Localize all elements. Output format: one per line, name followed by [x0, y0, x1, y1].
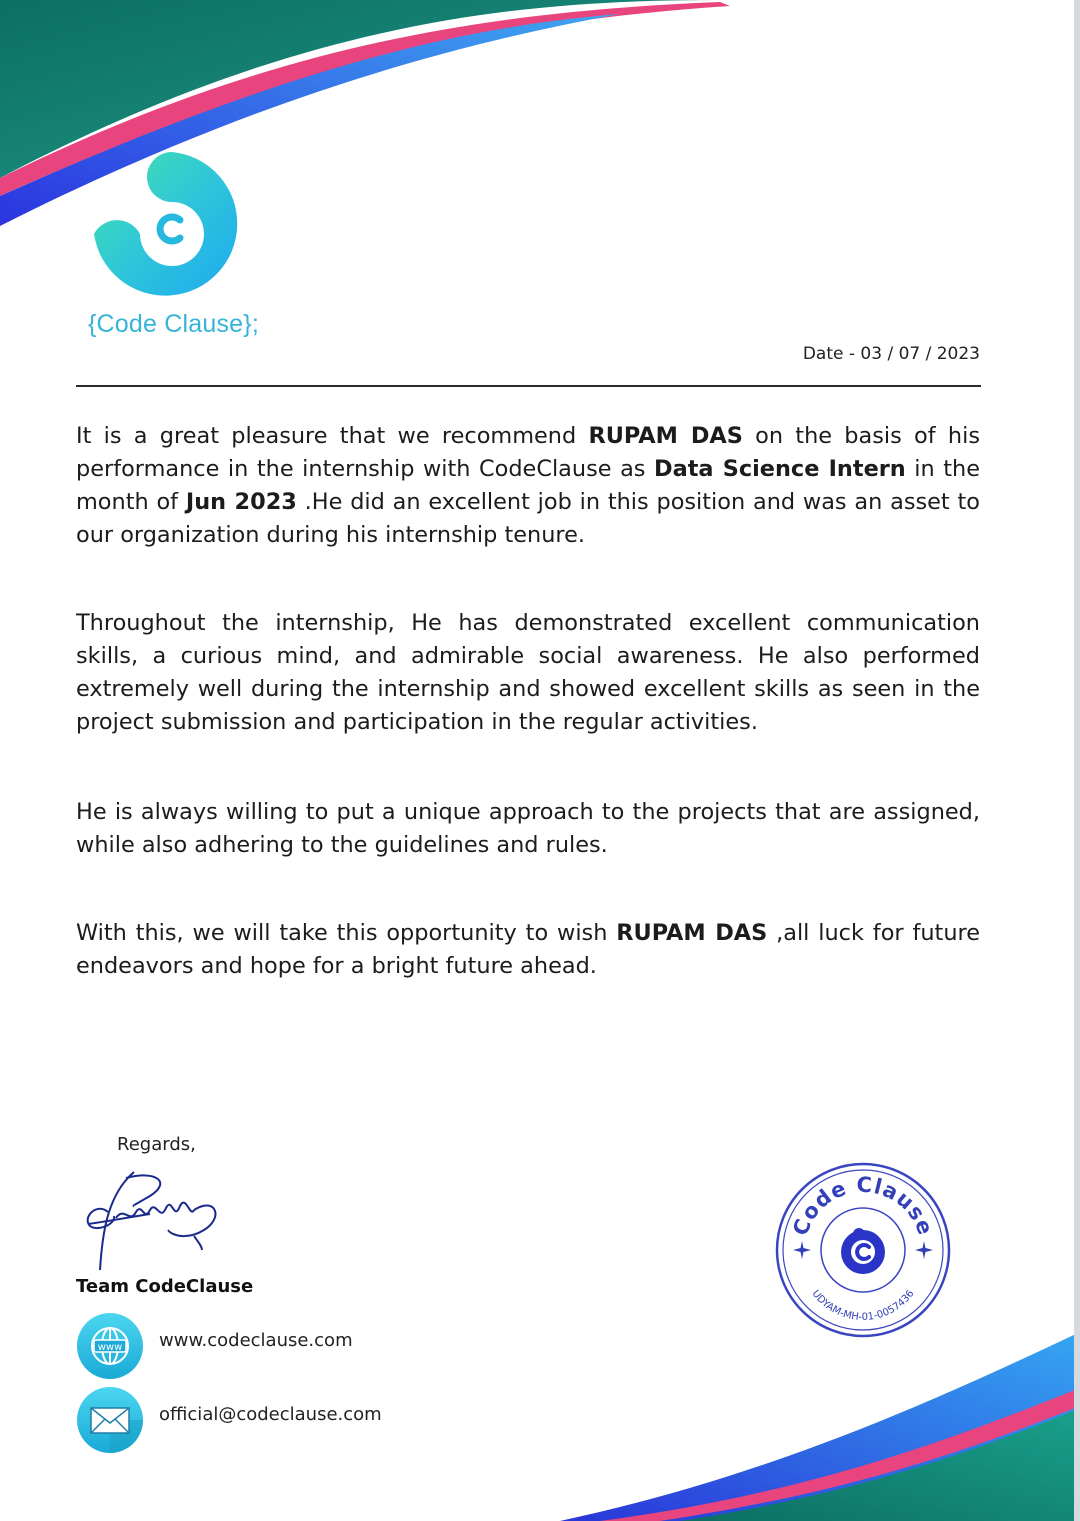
page-edge: [1074, 0, 1080, 1521]
stamp-top-text: Code Clause: [788, 1172, 938, 1239]
codeclause-logo-icon: [88, 148, 258, 298]
paragraph-recommendation: It is a great pleasure that we recommend RUPAM DAS on the basis of his performance in the internship with CodeClause as Data Science Intern in the month of Jun 2023 .He did an excellent job in this position and was an asset to our organization during his internship tenure.: [76, 423, 980, 548]
internship-month: Jun 2023: [185, 489, 297, 515]
company-stamp: [775, 1162, 951, 1338]
signature-image: [76, 1166, 226, 1276]
intern-name: RUPAM DAS: [588, 423, 743, 449]
email-link[interactable]: official@codeclause.com: [159, 1404, 382, 1425]
letter-date: Date - 03 / 07 / 2023: [802, 344, 980, 364]
team-signature-name: Team CodeClause: [76, 1276, 254, 1297]
header-divider: [76, 385, 981, 387]
website-link[interactable]: www.codeclause.com: [159, 1330, 353, 1351]
intern-role: Data Science Intern: [654, 456, 906, 482]
paragraph-approach: He is always willing to put a unique approach to the projects that are assigned, while also adhering to the guidelines and rules.: [76, 799, 980, 858]
brand-name: {Code Clause};: [88, 310, 259, 338]
regards-text: Regards,: [117, 1134, 196, 1155]
globe-icon: [76, 1312, 144, 1380]
intern-name-closing: RUPAM DAS: [616, 920, 768, 946]
svg-text:UDYAM-MH-01-0057436: [810, 1288, 917, 1323]
globe-label: www: [97, 1342, 123, 1353]
star-icon: [915, 1241, 933, 1259]
paragraph-wishes: With this, we will take this opportunity to wish RUPAM DAS ,all luck for future endeavors and hope for a bright future ahead.: [76, 920, 980, 979]
stamp-registration-text: UDYAM-MH-01-0057436: [809, 1288, 917, 1324]
star-icon: [793, 1241, 811, 1259]
envelope-icon: [76, 1386, 144, 1454]
paragraph-skills: Throughout the internship, He has demonstrated excellent communication skills, a curious mind, and admirable social awareness. He also performed extremely well during the internship and showed excellent skills as seen in the project submission and participation in the regular activities.: [76, 610, 980, 735]
stamp-logo-icon: [841, 1228, 885, 1274]
